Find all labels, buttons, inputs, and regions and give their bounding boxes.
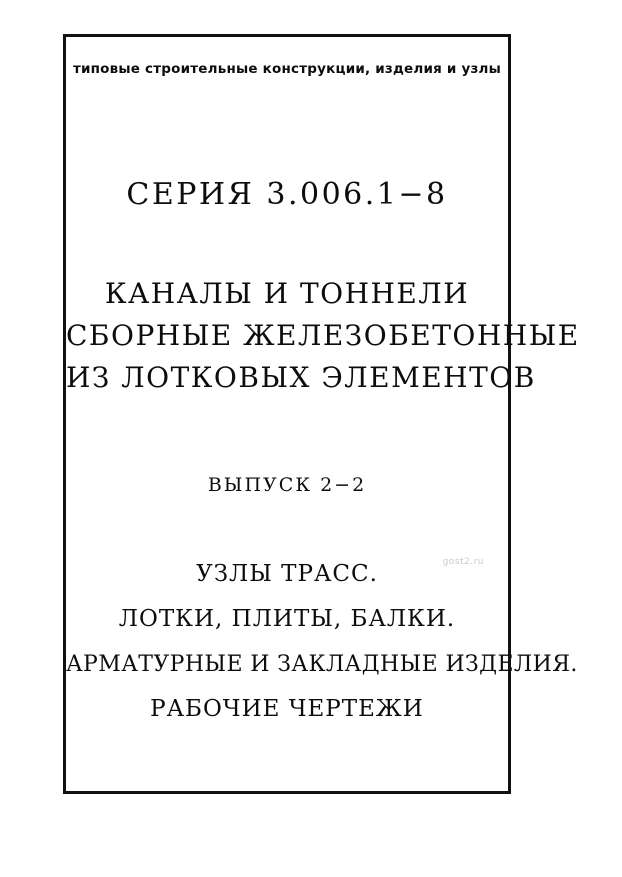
issue-number: ВЫПУСК 2−2	[207, 474, 367, 496]
contents-line-1: УЗЛЫ ТРАСС.	[196, 561, 378, 587]
watermark-text: gost2.ru	[442, 557, 484, 567]
series-number: СЕРИЯ 3.006.1−8	[126, 177, 448, 212]
document-header-caption: типовые строительные конструкции, изделия и узлы	[72, 61, 502, 77]
title-line-2: СБОРНЫЕ ЖЕЛЕЗОБЕТОННЫЕ	[66, 319, 580, 352]
document-title	[66, 273, 580, 399]
title-line-1: КАНАЛЫ И ТОННЕЛИ	[104, 277, 470, 310]
contents-summary	[66, 552, 578, 732]
title-line-3: ИЗ ЛОТКОВЫХ ЭЛЕМЕНТОВ	[66, 361, 536, 394]
contents-line-3: АРМАТУРНЫЕ И ЗАКЛАДНЫЕ ИЗДЕЛИЯ.	[66, 652, 578, 677]
contents-line-4: РАБОЧИЕ ЧЕРТЕЖИ	[150, 696, 424, 722]
title-sheet-border	[63, 34, 580, 794]
contents-line-2: ЛОТКИ, ПЛИТЫ, БАЛКИ.	[118, 606, 456, 632]
